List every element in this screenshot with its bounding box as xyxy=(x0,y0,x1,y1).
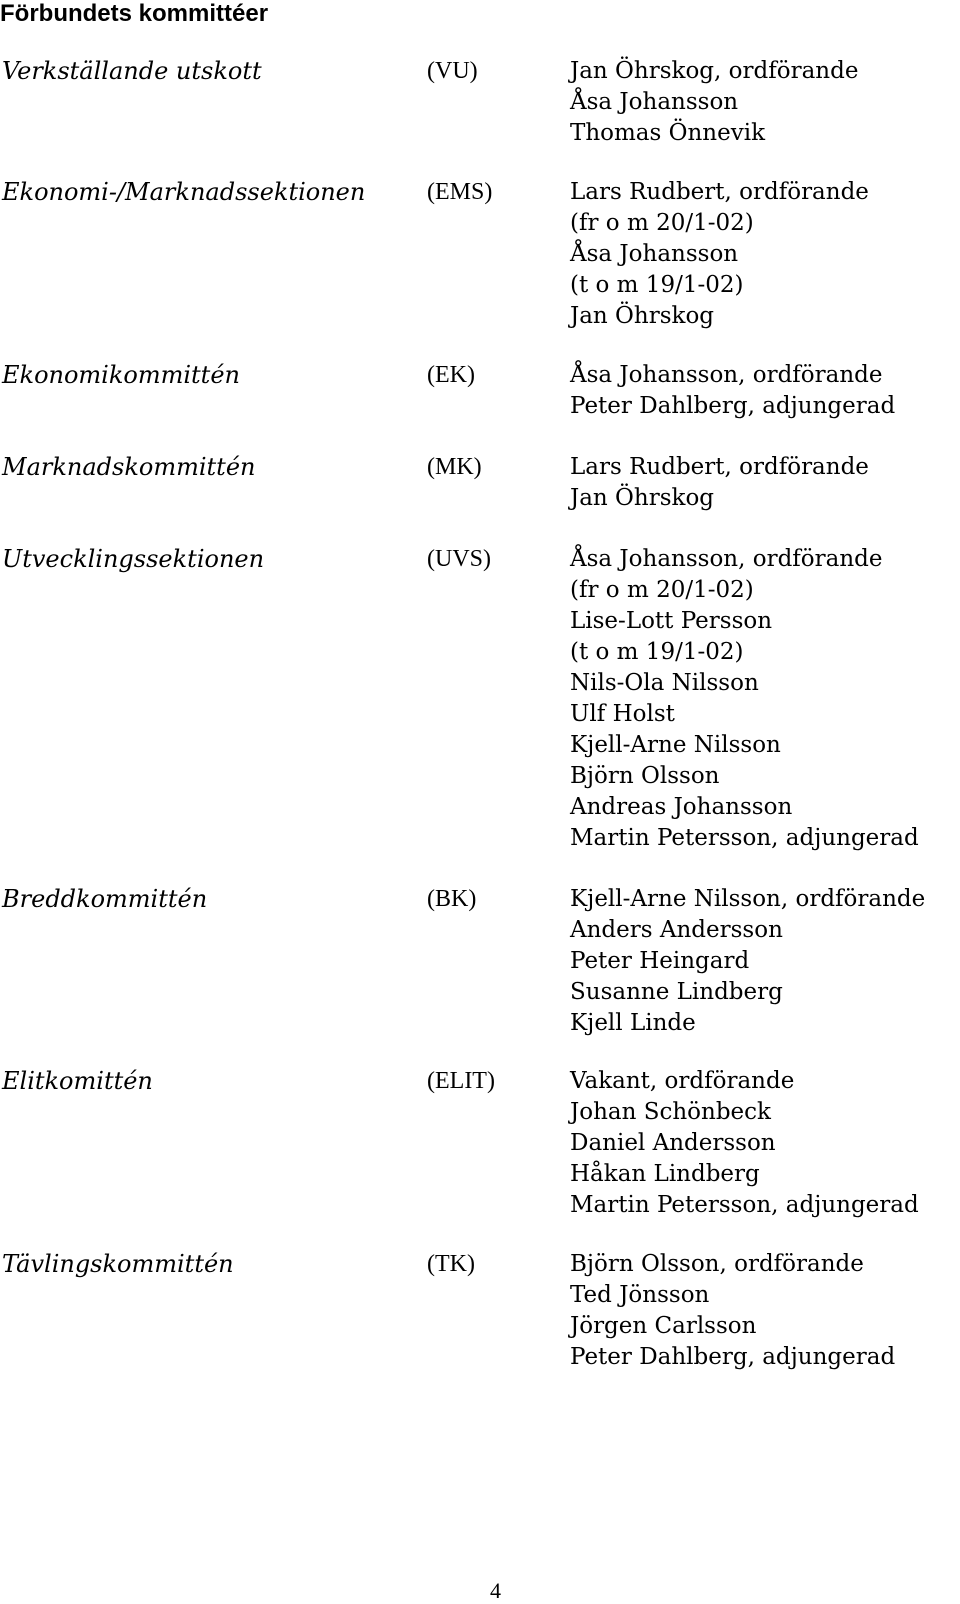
member-line: Daniel Andersson xyxy=(570,1130,776,1156)
member-line: Peter Dahlberg, adjungerad xyxy=(570,1344,896,1370)
member-line: Martin Petersson, adjungerad xyxy=(570,1192,919,1218)
member-line: Åsa Johansson xyxy=(570,241,739,267)
committee-name: Verkställande utskott xyxy=(2,57,262,85)
member-line: (t o m 19/1-02) xyxy=(570,272,744,298)
member-line: Lise-Lott Persson xyxy=(570,608,773,634)
member-line: Vakant, ordförande xyxy=(570,1068,795,1094)
committee-name: Elitkomittén xyxy=(2,1067,153,1095)
member-line: Åsa Johansson, ordförande xyxy=(570,546,883,572)
member-line: Anders Andersson xyxy=(570,917,783,943)
member-line: Björn Olsson, ordförande xyxy=(570,1251,864,1277)
member-list xyxy=(570,544,919,854)
member-list xyxy=(570,1249,895,1373)
committee-abbreviation: (UVS) xyxy=(427,546,491,572)
committee-abbreviation: (BK) xyxy=(427,886,477,912)
member-line: Håkan Lindberg xyxy=(570,1161,760,1187)
member-line: (fr o m 20/1-02) xyxy=(570,210,754,236)
member-line: Jan Öhrskog, ordförande xyxy=(570,58,859,84)
member-list xyxy=(570,360,895,422)
member-line: Kjell-Arne Nilsson xyxy=(570,732,781,758)
member-line: Björn Olsson xyxy=(570,763,720,789)
committee-name: Ekonomi-/Marknadssektionen xyxy=(2,178,366,206)
member-list xyxy=(570,177,869,332)
committee-name: Marknadskommittén xyxy=(2,453,256,481)
member-line: Susanne Lindberg xyxy=(570,979,783,1005)
member-list xyxy=(570,56,858,149)
member-line: Åsa Johansson xyxy=(570,89,739,115)
committee-abbreviation: (VU) xyxy=(427,58,478,84)
committee-abbreviation: (ELIT) xyxy=(427,1068,495,1094)
member-line: Jan Öhrskog xyxy=(570,485,715,511)
member-line: Ulf Holst xyxy=(570,701,675,727)
member-line: Johan Schönbeck xyxy=(570,1099,771,1125)
committee-abbreviation: (TK) xyxy=(427,1251,475,1277)
member-line: Ted Jönsson xyxy=(570,1282,710,1308)
member-line: Jan Öhrskog xyxy=(570,303,715,329)
committee-abbreviation: (MK) xyxy=(427,454,482,480)
member-line: Åsa Johansson, ordförande xyxy=(570,362,883,388)
committee-abbreviation: (EMS) xyxy=(427,179,493,205)
page-title: Förbundets kommittéer xyxy=(0,0,269,27)
member-line: Lars Rudbert, ordförande xyxy=(570,179,869,205)
committee-abbreviation: (EK) xyxy=(427,362,475,388)
member-line: Peter Dahlberg, adjungerad xyxy=(570,393,896,419)
member-line: Kjell Linde xyxy=(570,1010,696,1036)
member-list xyxy=(570,884,925,1039)
committee-name: Tävlingskommittén xyxy=(2,1250,234,1278)
page-number: 4 xyxy=(490,1578,501,1603)
member-list xyxy=(570,452,869,514)
member-line: Martin Petersson, adjungerad xyxy=(570,825,919,851)
member-line: Peter Heingard xyxy=(570,948,750,974)
member-line: (fr o m 20/1-02) xyxy=(570,577,754,603)
member-line: Lars Rudbert, ordförande xyxy=(570,454,869,480)
committee-name: Ekonomikommittén xyxy=(2,361,240,389)
member-line: (t o m 19/1-02) xyxy=(570,639,744,665)
committee-name: Utvecklingssektionen xyxy=(2,545,265,573)
committee-name: Breddkommittén xyxy=(2,885,208,913)
member-line: Thomas Önnevik xyxy=(570,120,766,146)
member-line: Andreas Johansson xyxy=(570,794,793,820)
member-line: Kjell-Arne Nilsson, ordförande xyxy=(570,886,926,912)
member-line: Nils-Ola Nilsson xyxy=(570,670,759,696)
member-list xyxy=(570,1066,919,1221)
member-line: Jörgen Carlsson xyxy=(570,1313,757,1339)
